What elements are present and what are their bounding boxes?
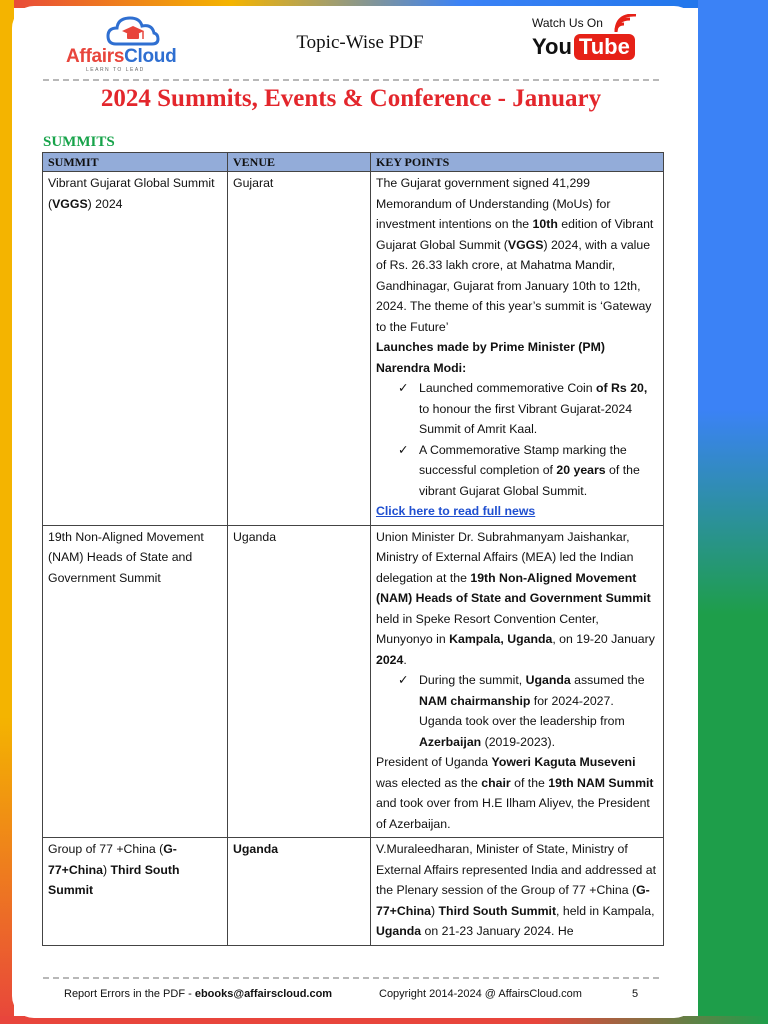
- key-points-paragraph: V.Muraleedharan, Minister of State, Ministry of External Affairs represented India and addressed at the Plenary session of the Group of 77 +China (G-77+China) Third South Summit, held in Kampala, Uganda on 21-23 January 2024. He: [376, 842, 657, 938]
- key-points-paragraph: President of Uganda Yoweri Kaguta Museveni was elected as the chair of the 19th NAM Summit and took over from H.E Ilham Aliyev, the President of Azerbaijan.: [376, 755, 654, 831]
- logo-tagline: LEARN TO LEAD: [86, 67, 145, 73]
- report-errors-note: Report Errors in the PDF - ebooks@affairscloud.com: [64, 988, 333, 1000]
- youtube-badge[interactable]: [530, 14, 640, 72]
- list-item: ✓ A Commemorative Stamp marking the successful completion of 20 years of the vibrant Gujarat Global Summit.: [398, 440, 658, 502]
- venue-cell: Gujarat: [228, 172, 371, 526]
- youtube-wordmark: You Tube: [532, 34, 635, 60]
- key-points-paragraph: The Gujarat government signed 41,299 Memorandum of Understanding (MoUs) for investment intentions on the 10th edition of Vibrant Gujarat Global Summit (VGGS) 2024, with a value of Rs. 26.33 lakh crore, at Mahatma Mandir, Gandhinagar, Gujarat from January 10th to 12th, 2024. The theme of this year’s summit is ‘Gateway to the Future’: [376, 176, 654, 334]
- launches-list: [376, 378, 658, 501]
- page-title: 2024 Summits, Events & Conference - January: [100, 85, 602, 112]
- cloud-mortarboard-icon: [106, 14, 160, 46]
- launches-heading: Launches made by Prime Minister (PM) Narendra Modi:: [376, 340, 605, 375]
- footer-divider: [43, 977, 659, 979]
- report-email-link[interactable]: ebooks@affairscloud.com: [194, 988, 333, 1000]
- key-points-cell: [371, 172, 664, 526]
- table-row: [43, 172, 664, 526]
- key-points-cell: [371, 525, 664, 838]
- read-full-news-link[interactable]: Click here to read full news: [376, 504, 536, 518]
- venue-cell: Uganda: [228, 525, 371, 838]
- copyright-text: Copyright 2014-2024 @ AffairsCloud.com: [379, 988, 582, 1000]
- key-points-paragraph: Union Minister Dr. Subrahmanyam Jaishankar, Ministry of External Affairs (MEA) led the Indian delegation at the 19th Non-Aligned Movement (NAM) Heads of State and Government Summit held in Speke Resort Convention Center, Munyonyo in Kampala, Uganda, on 19-20 January 2024.: [376, 529, 655, 667]
- column-header-key-points: KEY POINTS: [371, 153, 664, 172]
- header-divider: [43, 79, 659, 81]
- list-item: ✓ During the summit, Uganda assumed the NAM chairmanship for 2024-2027. Uganda took over the leadership from Azerbaijan (2019-2023).: [398, 670, 658, 752]
- table-row: [43, 525, 664, 838]
- column-header-venue: VENUE: [228, 153, 371, 172]
- key-points-cell: [371, 838, 664, 946]
- logo-wordmark: AffairsCloud: [66, 46, 177, 67]
- summit-cell: Vibrant Gujarat Global Summit (VGGS) 2024: [43, 172, 228, 526]
- column-header-summit: SUMMIT: [43, 153, 228, 172]
- summit-cell: Group of 77 +China (G-77+China) Third South Summit: [43, 838, 228, 946]
- page-number: 5: [632, 988, 639, 1000]
- summit-notes-list: [376, 670, 658, 752]
- topic-label: Topic-Wise PDF: [296, 32, 424, 53]
- table-row: [43, 838, 664, 946]
- page-frame-right: [698, 0, 768, 1024]
- venue-cell: Uganda: [228, 838, 371, 946]
- affairscloud-logo[interactable]: [66, 14, 201, 74]
- summits-table: [42, 152, 664, 946]
- summit-cell: 19th Non-Aligned Movement (NAM) Heads of State and Government Summit: [43, 525, 228, 838]
- section-heading: SUMMITS: [43, 134, 115, 150]
- youtube-watch-label: Watch Us On: [532, 16, 603, 30]
- table-header-row: [43, 153, 664, 172]
- list-item: ✓ Launched commemorative Coin of Rs 20, to honour the first Vibrant Gujarat-2024 Summit of Amrit Kaal.: [398, 378, 658, 440]
